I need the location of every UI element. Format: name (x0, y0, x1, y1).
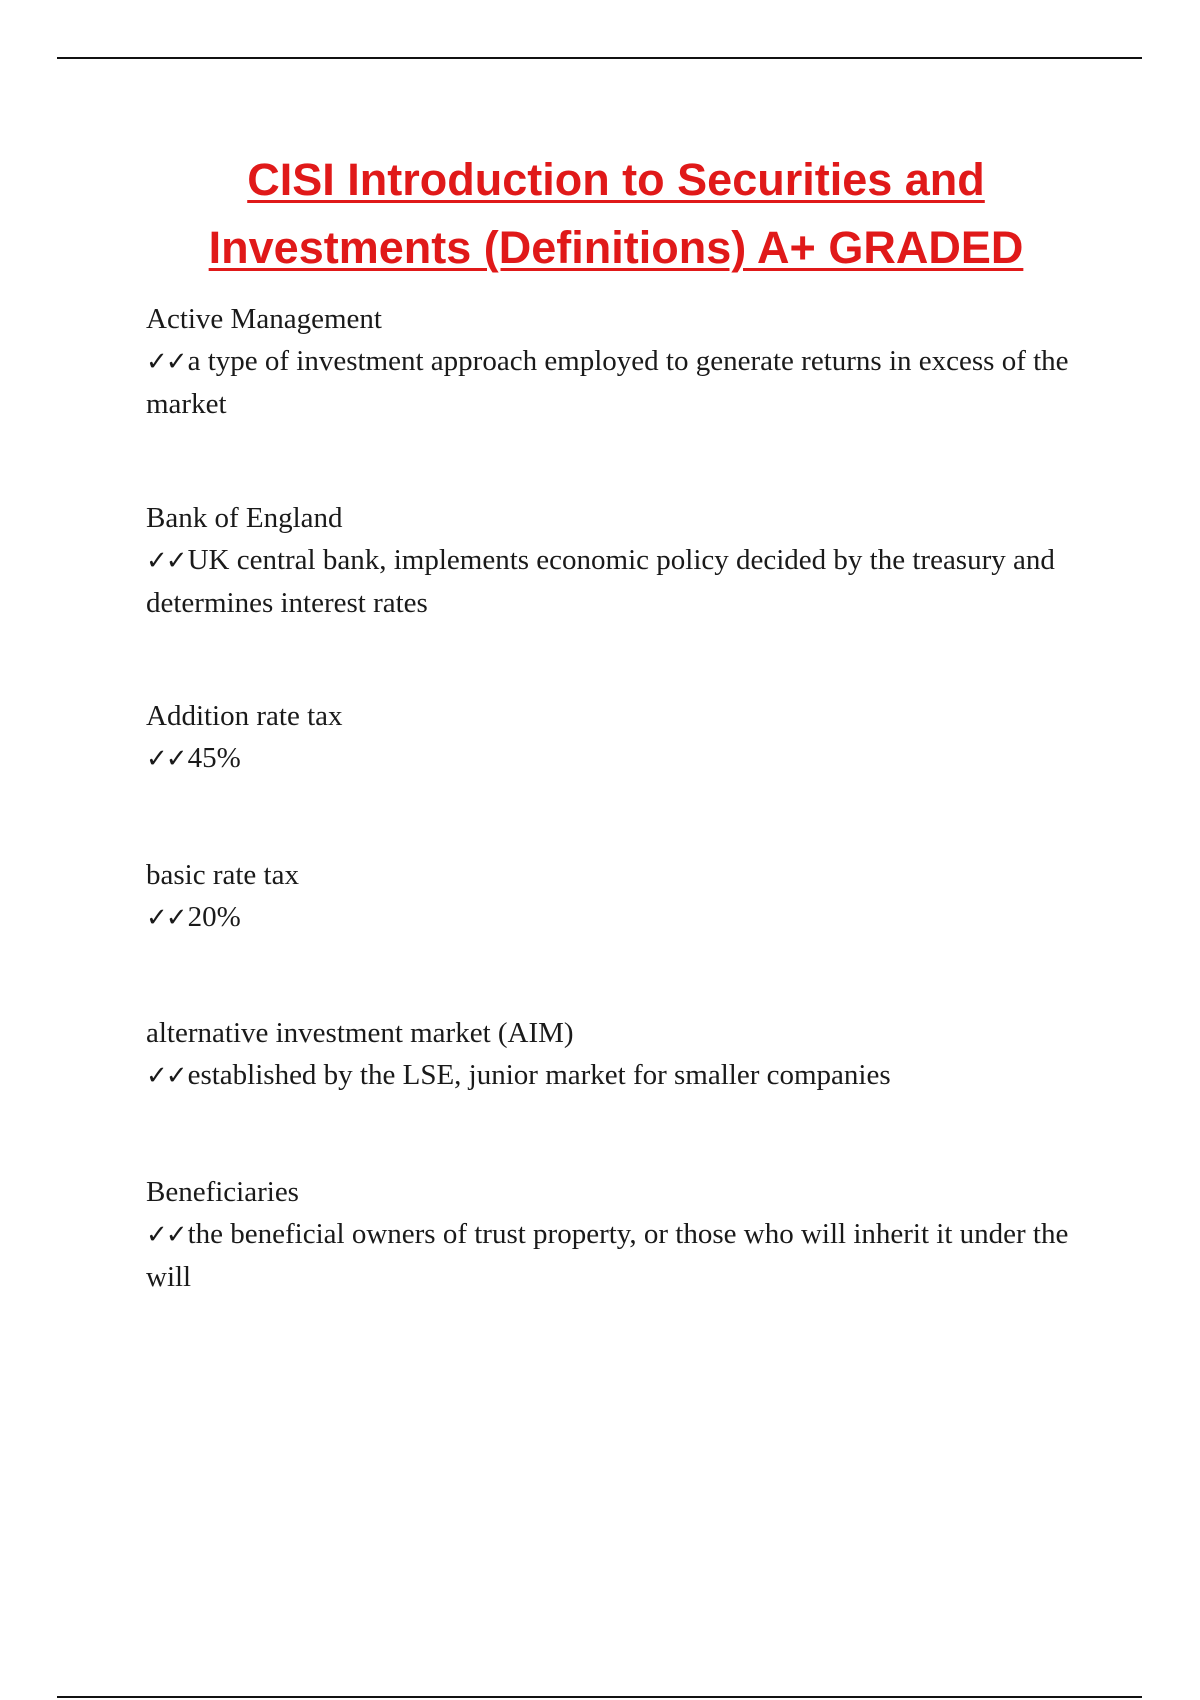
entry-term: alternative investment market (AIM) (146, 1017, 574, 1049)
title-line-1: CISI Introduction to Securities and (247, 154, 985, 205)
entry-term: Active Management (146, 303, 382, 335)
top-divider (57, 57, 1142, 59)
entry-definition-text: established by the LSE, junior market for smaller companies (187, 1059, 891, 1091)
entry-definition (146, 1054, 1086, 1097)
entry-definition-text: UK central bank, implements economic policy decided by the treasury and determines interest rates (146, 544, 1055, 619)
entry-definition (146, 1213, 1086, 1298)
entry-definition (146, 896, 1086, 939)
entry-definition-text: the beneficial owners of trust property, or those who will inherit it under the will (146, 1218, 1069, 1293)
entry-definition-text: 20% (187, 901, 241, 933)
definition-entry (146, 298, 1086, 425)
definition-entry (146, 1012, 1086, 1097)
title-line-2: Investments (Definitions) A+ GRADED (208, 222, 1024, 273)
definition-entry (146, 497, 1086, 624)
definition-entry (146, 695, 1086, 780)
double-check-icon: ✓✓ (146, 903, 186, 933)
definition-entry (146, 854, 1086, 939)
double-check-icon: ✓✓ (146, 546, 186, 576)
double-check-icon: ✓✓ (146, 347, 186, 377)
double-check-icon: ✓✓ (146, 1220, 186, 1250)
double-check-icon: ✓✓ (146, 1061, 186, 1091)
entry-term: Addition rate tax (146, 700, 343, 732)
bottom-divider (57, 1696, 1142, 1698)
double-check-icon: ✓✓ (146, 744, 186, 774)
entry-definition (146, 737, 1086, 780)
document-title (0, 146, 1200, 282)
entry-definition (146, 340, 1086, 425)
definition-entry (146, 1171, 1086, 1298)
entry-definition-text: 45% (187, 742, 241, 774)
entry-definition-text: a type of investment approach employed to generate returns in excess of the market (146, 345, 1069, 420)
entry-definition (146, 539, 1086, 624)
entry-term: Bank of England (146, 502, 343, 534)
entry-term: Beneficiaries (146, 1176, 299, 1208)
entry-term: basic rate tax (146, 859, 299, 891)
